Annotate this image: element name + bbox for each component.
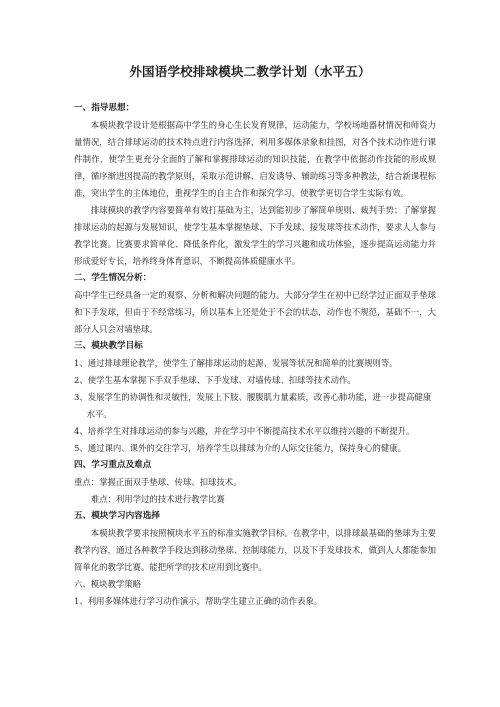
paragraph-guiding-ideology-1: 本模块教学设计是根据高中学生的身心生长发育规律，运动能力，学校场地器材情况和师资力量情况，结合排球运动的技术特点进行内容选择，利用多媒体录象和挂图，对各个技术动作进行课件制作，使学生更充分全面的了解和掌握排球运动的知识技能，在教学中依据动作技能的形成规律，循序渐进因提高的教学原则，采取示范讲解、启发诱导、辅助练习等多种教法，结合新课程标准，突出学生的主体地位，重视学生的自主合作和探究学习，使教学更切合学生实际有效。 (74, 120, 436, 198)
goal-item-5: 5、通过课内、课外的交往学习，培养学生以排球为介的人际交往能力，保持身心的健康。 (74, 443, 406, 453)
goal-item-2: 2、使学生基本掌握下手双手垫球、下手发球、对墙传球、扣球等技术动作。 (74, 375, 356, 385)
section-heading-guiding-ideology: 一、指导思想： (74, 103, 135, 113)
section-heading-teaching-goals: 三、模块教学目标 (74, 341, 143, 351)
goal-item-1: 1、通过排球理论教学，使学生了解排球运动的起源、发展等状况和简单的比赛规则等。 (74, 358, 398, 368)
goal-item-4: 4、培养学生对排球运动的参与兴趣，并在学习中不断提高技术水平以维持兴趣的不断提升。 (74, 426, 415, 436)
document-title: 外国语学校排球模块二教学计划（水平五） (129, 64, 371, 79)
section-heading-teaching-strategy: 六、模块教学策略 (74, 579, 141, 589)
key-point-text: 重点：掌握正面双手垫球、传球、扣球技术。 (74, 477, 242, 487)
strategy-item-1: 1、利用多媒体进行学习动作演示，帮助学生建立正确的动作表象。 (74, 596, 323, 606)
difficult-point-text: 难点：利用学过的技术进行教学比赛 (90, 494, 225, 504)
section-heading-key-difficult: 四、学习重点及难点 (74, 460, 152, 470)
paragraph-guiding-ideology-2: 排球模块的教学内容要简单有效打基础为主，达到能初步了解简单规则、裁判手势；了解掌握排球运动的起源与发展知识，使学生基本掌握垫球、下手发球、接发球等技术动作，要求人人参与教学比赛。比赛要求简单化、降低条件化，激发学生的学习兴趣和成功体验，逐步提高运动能力并形成爱好专长，培养终身体育意识，不断提高体质健康水平。 (74, 205, 436, 266)
section-heading-student-analysis: 二、学生情况分析： (74, 273, 152, 283)
paragraph-content-selection: 本模块教学要求按照模块水平五的标准实施教学目标。在教学中，以排球最基础的垫球为主要教学内容，通过各种教学手段达到移动垫球、控制球能力，以及下手发球技术，做到人人都能参加简单化的教学比赛。能把所学的技术应用到比赛中。 (74, 528, 436, 572)
paragraph-student-analysis: 高中学生已经具备一定的观察、分析和解决问题的能力。大部分学生在初中已经学过正面双手垫球和下手发球，但由于不经常练习，所以基本上还是处于不会的状态，动作也不规范，基础不一，大部分人只会对墙垫球。 (74, 290, 436, 334)
document-body (74, 100, 436, 610)
section-heading-content-selection: 五、模块学习内容选择 (74, 511, 160, 521)
goal-item-3: 3、发展学生的协调性和灵敏性，发展上下肢、腰腹肌力量素质，改善心肺功能，进一步提高健康水平。 (74, 392, 432, 419)
